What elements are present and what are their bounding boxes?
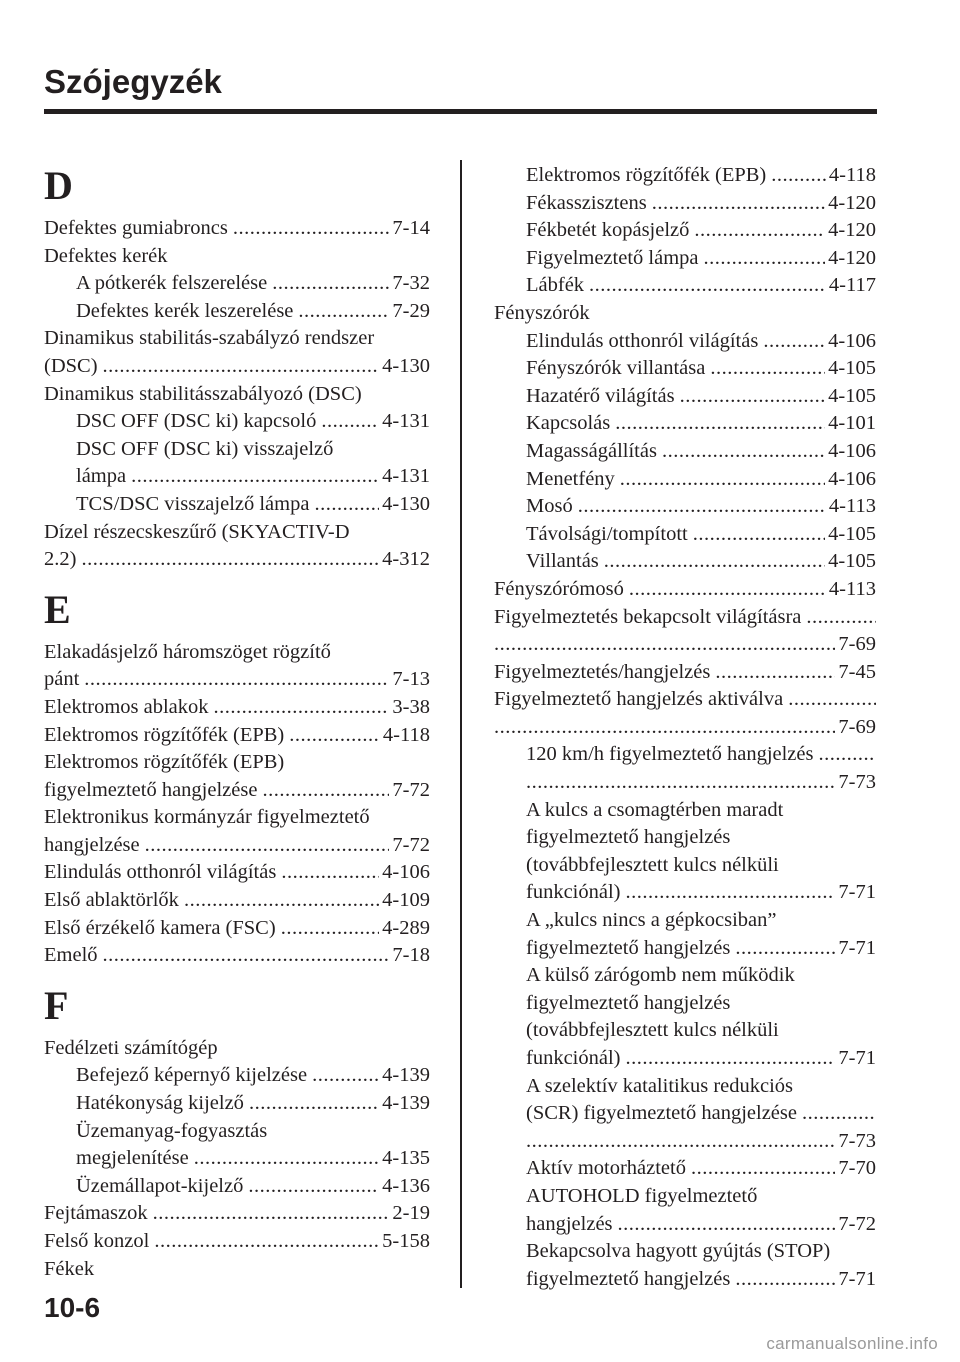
index-entry-text: Elektromos rögzítőfék (EPB): [44, 723, 285, 746]
index-entry: [44, 1062, 430, 1090]
dot-leader: [233, 215, 390, 243]
index-entry: [494, 769, 876, 797]
index-entry-text: funkciónál): [526, 881, 621, 904]
index-entry-text: Fejtámaszok: [44, 1202, 148, 1225]
index-entry-text: Befejező képernyő kijelzése: [76, 1064, 308, 1087]
dot-leader: [103, 353, 380, 381]
index-entry-text: hangjelzés: [526, 1212, 613, 1235]
index-entry: [494, 659, 876, 687]
index-entry-text: DSC OFF (DSC ki) kapcsoló: [76, 410, 317, 433]
index-entry: [494, 1128, 876, 1156]
index-entry: [494, 300, 876, 328]
dot-leader: [314, 491, 379, 519]
dot-leader: [806, 604, 876, 632]
dot-leader: [704, 245, 826, 273]
index-entry: [44, 942, 430, 970]
dot-leader: [526, 769, 835, 797]
index-entry: [494, 686, 876, 714]
index-entry-text: 2.2): [44, 548, 77, 571]
index-entry: [44, 804, 430, 832]
index-entry-text: A külső zárógomb nem működik: [526, 964, 795, 987]
index-entry-page: 4-120: [828, 246, 876, 269]
dot-leader: [154, 1228, 379, 1256]
index-entry-text: Figyelmeztetés/hangjelzés: [494, 660, 711, 683]
index-entry-text: figyelmeztető hangjelzés: [526, 936, 731, 959]
index-entry-text: Defektes kerék leszerelése: [76, 299, 294, 322]
index-entry: [44, 491, 430, 519]
index-entry-page: 4-131: [382, 410, 430, 433]
index-entry: [44, 639, 430, 667]
section-letter: E: [44, 586, 71, 632]
index-entry: [494, 190, 876, 218]
index-entry-page: 7-13: [392, 668, 430, 691]
index-entry-text: Dízel részecskeszűrő (SKYACTIV-D: [44, 520, 350, 543]
index-entry-page: 4-131: [382, 465, 430, 488]
index-entry-page: 4-106: [382, 861, 430, 884]
index-entry-text: Elektromos rögzítőfék (EPB): [526, 164, 767, 186]
index-entry-page: 7-71: [838, 1047, 876, 1069]
index-entry-page: 4-109: [382, 889, 430, 912]
index-entry: [494, 328, 876, 356]
index-entry-page: 4-118: [828, 164, 876, 186]
index-entry: [44, 353, 430, 381]
index-entry: [44, 722, 430, 750]
index-entry: [44, 243, 430, 271]
dot-leader: [214, 694, 390, 722]
dot-leader: [281, 859, 379, 887]
index-entry-text: A kulcs a csomagtérben maradt: [526, 798, 784, 821]
index-entry-text: AUTOHOLD figyelmeztető: [526, 1184, 758, 1207]
dot-leader: [626, 879, 836, 907]
index-entry-page: 7-45: [838, 660, 876, 683]
index-entry-page: 4-136: [382, 1174, 430, 1197]
index-entry-page: 4-105: [828, 550, 876, 573]
dot-leader: [693, 521, 825, 549]
index-entry-text: Figyelmeztető lámpa: [526, 246, 699, 269]
index-entry-text: hangjelzése: [44, 833, 140, 856]
index-entry: [44, 1228, 430, 1256]
dot-leader: [629, 576, 826, 604]
index-entry: [494, 879, 876, 907]
index-entry-text: Elektromos rögzítőfék (EPB): [44, 751, 285, 774]
index-entry: [494, 797, 876, 825]
index-entry-text: Emelő: [44, 944, 98, 967]
index-entry: [494, 521, 876, 549]
dot-leader: [652, 190, 825, 218]
dot-leader: [494, 714, 835, 742]
index-entry-text: lámpa: [76, 465, 127, 488]
index-entry-text: Mosó: [526, 495, 573, 518]
index-entry-page: 7-72: [392, 833, 430, 856]
index-entry-text: Fékek: [44, 1257, 95, 1280]
dot-leader: [81, 546, 379, 574]
dot-leader: [526, 1128, 835, 1156]
index-entry-page: 4-120: [828, 219, 876, 242]
dot-leader: [84, 666, 389, 694]
index-entry-page: 7-14: [392, 217, 430, 239]
index-entry-text: Hazatérő világítás: [526, 384, 675, 407]
index-entry-text: (DSC): [44, 354, 98, 377]
index-entry-page: 4-105: [828, 384, 876, 407]
index-entry: [494, 907, 876, 935]
index-entry-text: funkciónál): [526, 1047, 621, 1069]
index-entry: [494, 245, 876, 273]
index-entry-text: Elektromos ablakok: [44, 695, 209, 718]
index-entry-text: Üzemállapot-kijelző: [76, 1174, 244, 1197]
watermark: carmanualsonline.info: [766, 1334, 938, 1353]
index-entry: [44, 1035, 430, 1063]
index-entry-page: 4-106: [828, 439, 876, 462]
index-entry: [494, 576, 876, 604]
index-entry-page: 4-113: [828, 495, 876, 518]
index-entry-text: Távolsági/tompított: [526, 522, 688, 545]
index-entry-page: 4-139: [382, 1092, 430, 1115]
index-entry-page: 5-158: [382, 1230, 430, 1252]
dot-leader: [735, 1266, 835, 1294]
index-entry: [494, 824, 876, 852]
dot-leader: [763, 328, 825, 356]
index-entry-text: figyelmeztető hangjelzése: [44, 778, 258, 801]
index-entry-page: 4-106: [828, 329, 876, 352]
index-entry-text: Fékasszisztens: [526, 191, 647, 214]
index-entry: [494, 493, 876, 521]
index-entry-text: A szelektív katalitikus redukciós: [526, 1074, 794, 1097]
dot-leader: [618, 1211, 836, 1239]
index-entry-text: Elindulás otthonról világítás: [44, 861, 277, 884]
index-entry: [44, 325, 430, 353]
index-entry: [44, 1173, 430, 1201]
index-entry-page: 2-19: [392, 1202, 430, 1225]
index-entry-text: Hatékonyság kijelző: [76, 1092, 244, 1115]
index-entry: [44, 215, 430, 243]
dot-leader: [494, 631, 835, 659]
index-entry-page: 7-29: [392, 299, 430, 322]
index-entry-text: figyelmeztető hangjelzés: [526, 991, 731, 1014]
index-entry: [494, 548, 876, 576]
index-entry-text: Fényszórómosó: [494, 577, 624, 600]
index-entry: [494, 466, 876, 494]
index-entry: [494, 714, 876, 742]
index-entry-text: figyelmeztető hangjelzés: [526, 1267, 731, 1290]
index-entry-text: Villantás: [526, 550, 599, 573]
index-entry: [494, 383, 876, 411]
index-entry-text: Fényszórók: [494, 301, 590, 324]
dot-leader: [620, 466, 825, 494]
dot-leader: [312, 1062, 379, 1090]
index-entry-page: 7-18: [392, 944, 430, 967]
index-entry-text: figyelmeztető hangjelzés: [526, 826, 731, 849]
index-entry-page: 7-69: [838, 633, 876, 656]
index-entry-text: Elektronikus kormányzár figyelmeztető: [44, 806, 370, 829]
index-entry-page: 4-289: [382, 916, 430, 939]
index-entry-page: 3-38: [392, 695, 430, 718]
index-entry-text: megjelenítése: [76, 1147, 189, 1170]
dot-leader: [153, 1200, 390, 1228]
index-entry: [44, 381, 430, 409]
index-entry-page: 4-105: [828, 357, 876, 380]
index-entry: [44, 408, 430, 436]
dot-leader: [694, 217, 825, 245]
index-entry-text: Fényszórók villantása: [526, 357, 706, 380]
dot-leader: [818, 741, 876, 769]
section-letter: D: [44, 163, 73, 208]
index-entry: [44, 777, 430, 805]
dot-leader: [281, 915, 379, 943]
index-entry: [494, 1211, 876, 1239]
index-entry: [494, 741, 876, 769]
index-entry-text: A „kulcs nincs a gépkocsiban”: [526, 909, 777, 932]
dot-leader: [680, 383, 826, 411]
dot-leader: [184, 887, 379, 915]
index-entry-page: 7-71: [838, 881, 876, 904]
index-entry: [494, 1017, 876, 1045]
dot-leader: [321, 408, 379, 436]
index-entry-page: 4-117: [828, 274, 876, 297]
dot-leader: [272, 270, 389, 298]
index-entry: [44, 887, 430, 915]
index-entry: [494, 631, 876, 659]
index-entry: [494, 162, 876, 190]
index-entry-text: (továbbfejlesztett kulcs nélküli: [526, 1019, 779, 1042]
index-entry-text: Első érzékelő kamera (FSC): [44, 916, 276, 939]
index-entry-page: 4-105: [828, 522, 876, 545]
index-entry-text: Lábfék: [526, 274, 585, 297]
index-entry-text: 120 km/h figyelmeztető hangjelzés: [526, 743, 814, 766]
index-entry: [44, 666, 430, 694]
index-entry-text: Fedélzeti számítógép: [44, 1036, 218, 1059]
index-entry-text: Bekapcsolva hagyott gyújtás (STOP): [526, 1240, 831, 1263]
dot-leader: [735, 935, 835, 963]
index-entry: [494, 272, 876, 300]
index-entry: [494, 852, 876, 880]
index-entry: [44, 298, 430, 326]
index-entry-text: Dinamikus stabilitásszabályozó (DSC): [44, 382, 362, 405]
index-entry-page: 4-113: [828, 577, 876, 600]
index-entry-page: 7-71: [838, 1267, 876, 1290]
index-entry-text: Elindulás otthonról világítás: [526, 329, 759, 352]
index-entry: [44, 546, 430, 574]
dot-leader: [103, 942, 390, 970]
index-entry-text: A pótkerék felszerelése: [76, 272, 268, 295]
index-entry: [44, 1118, 430, 1146]
index-entry-text: Üzemanyag-fogyasztás: [76, 1119, 268, 1142]
index-entry: [494, 962, 876, 990]
index-entry: [44, 463, 430, 491]
index-column-right: [494, 162, 876, 1293]
dot-leader: [131, 463, 379, 491]
index-entry: [44, 519, 430, 547]
index-entry-page: 4-135: [382, 1147, 430, 1170]
index-entry-page: 4-106: [828, 467, 876, 490]
dot-leader: [589, 272, 826, 300]
index-entry: [44, 832, 430, 860]
index-entry: [44, 1200, 430, 1228]
index-entry-page: 4-101: [828, 412, 876, 435]
index-entry-text: (SCR) figyelmeztető hangjelzése: [526, 1102, 797, 1125]
index-entry-text: TCS/DSC visszajelző lámpa: [76, 492, 310, 515]
index-column-left: [44, 162, 430, 1283]
index-entry-text: Menetfény: [526, 467, 615, 490]
dot-leader: [262, 777, 389, 805]
index-entry: [494, 935, 876, 963]
index-entry: [44, 1145, 430, 1173]
index-entry: [494, 217, 876, 245]
index-entry: [494, 604, 876, 632]
index-entry-page: 7-73: [838, 771, 876, 794]
index-entry-page: 4-130: [382, 354, 430, 377]
dot-leader: [615, 410, 825, 438]
dot-leader: [604, 548, 825, 576]
index-entry-text: Aktív motorháztető: [526, 1157, 686, 1180]
index-entry-text: Defektes gumiabroncs: [44, 217, 228, 239]
index-entry-page: 4-139: [382, 1064, 430, 1087]
dot-leader: [289, 722, 380, 750]
index-entry: [44, 270, 430, 298]
dot-leader: [771, 162, 826, 190]
index-entry: [44, 749, 430, 777]
index-entry-text: Felső konzol: [44, 1230, 150, 1252]
index-entry: [44, 694, 430, 722]
index-entry: [494, 1238, 876, 1266]
index-entry-text: Kapcsolás: [526, 412, 611, 435]
index-entry-text: Elakadásjelző háromszöget rögzítő: [44, 640, 331, 663]
index-entry: [494, 1266, 876, 1294]
dot-leader: [145, 832, 390, 860]
index-entry-text: Fékbetét kopásjelző: [526, 219, 690, 242]
index-entry: [494, 1155, 876, 1183]
dot-leader: [248, 1173, 379, 1201]
column-divider: [460, 160, 462, 1288]
index-entry: [494, 438, 876, 466]
index-entry: [494, 1073, 876, 1101]
index-entry-text: Magasságállítás: [526, 439, 657, 462]
index-entry: [44, 915, 430, 943]
index-entry-page: 4-118: [382, 723, 430, 746]
index-entry-page: 7-72: [392, 778, 430, 801]
index-entry: [494, 990, 876, 1018]
page-title: Szójegyzék: [44, 63, 222, 100]
index-entry: [494, 1183, 876, 1211]
index-entry: [44, 859, 430, 887]
dot-leader: [788, 686, 876, 714]
index-entry: [44, 436, 430, 464]
index-entry-page: 4-130: [382, 492, 430, 515]
index-entry: [494, 355, 876, 383]
index-entry-text: Figyelmeztetés bekapcsolt világításra: [494, 605, 802, 628]
index-entry-text: DSC OFF (DSC ki) visszajelző: [76, 437, 334, 460]
index-entry-text: Dinamikus stabilitás-szabályzó rendszer: [44, 327, 375, 350]
dot-leader: [194, 1145, 379, 1173]
header-rule: [44, 109, 877, 114]
index-entry: [494, 1100, 876, 1128]
index-entry-text: (továbbfejlesztett kulcs nélküli: [526, 853, 779, 876]
index-entry: [494, 410, 876, 438]
index-entry: [494, 1045, 876, 1073]
index-entry-page: 7-73: [838, 1129, 876, 1152]
index-entry-text: pánt: [44, 668, 80, 691]
index-entry-page: 7-71: [838, 936, 876, 959]
dot-leader: [626, 1045, 836, 1073]
dot-leader: [578, 493, 826, 521]
index-entry-page: 7-70: [838, 1157, 876, 1180]
dot-leader: [298, 298, 389, 326]
dot-leader: [802, 1100, 876, 1128]
index-entry-text: Első ablaktörlők: [44, 889, 179, 912]
dot-leader: [710, 355, 825, 383]
section-letter: F: [44, 982, 69, 1028]
dot-leader: [691, 1155, 835, 1183]
index-entry-text: Figyelmeztető hangjelzés aktiválva: [494, 688, 784, 711]
index-entry-page: 4-120: [828, 191, 876, 214]
index-entry-page: 4-312: [382, 548, 430, 571]
index-entry-page: 7-69: [838, 715, 876, 738]
page-number: 10-6: [44, 1292, 101, 1323]
index-entry: [44, 1256, 430, 1284]
index-entry: [44, 1090, 430, 1118]
dot-leader: [249, 1090, 379, 1118]
dot-leader: [662, 438, 825, 466]
index-entry-text: Defektes kerék: [44, 244, 168, 267]
index-entry-page: 7-72: [838, 1212, 876, 1235]
dot-leader: [715, 659, 835, 687]
index-entry-page: 7-32: [392, 272, 430, 295]
